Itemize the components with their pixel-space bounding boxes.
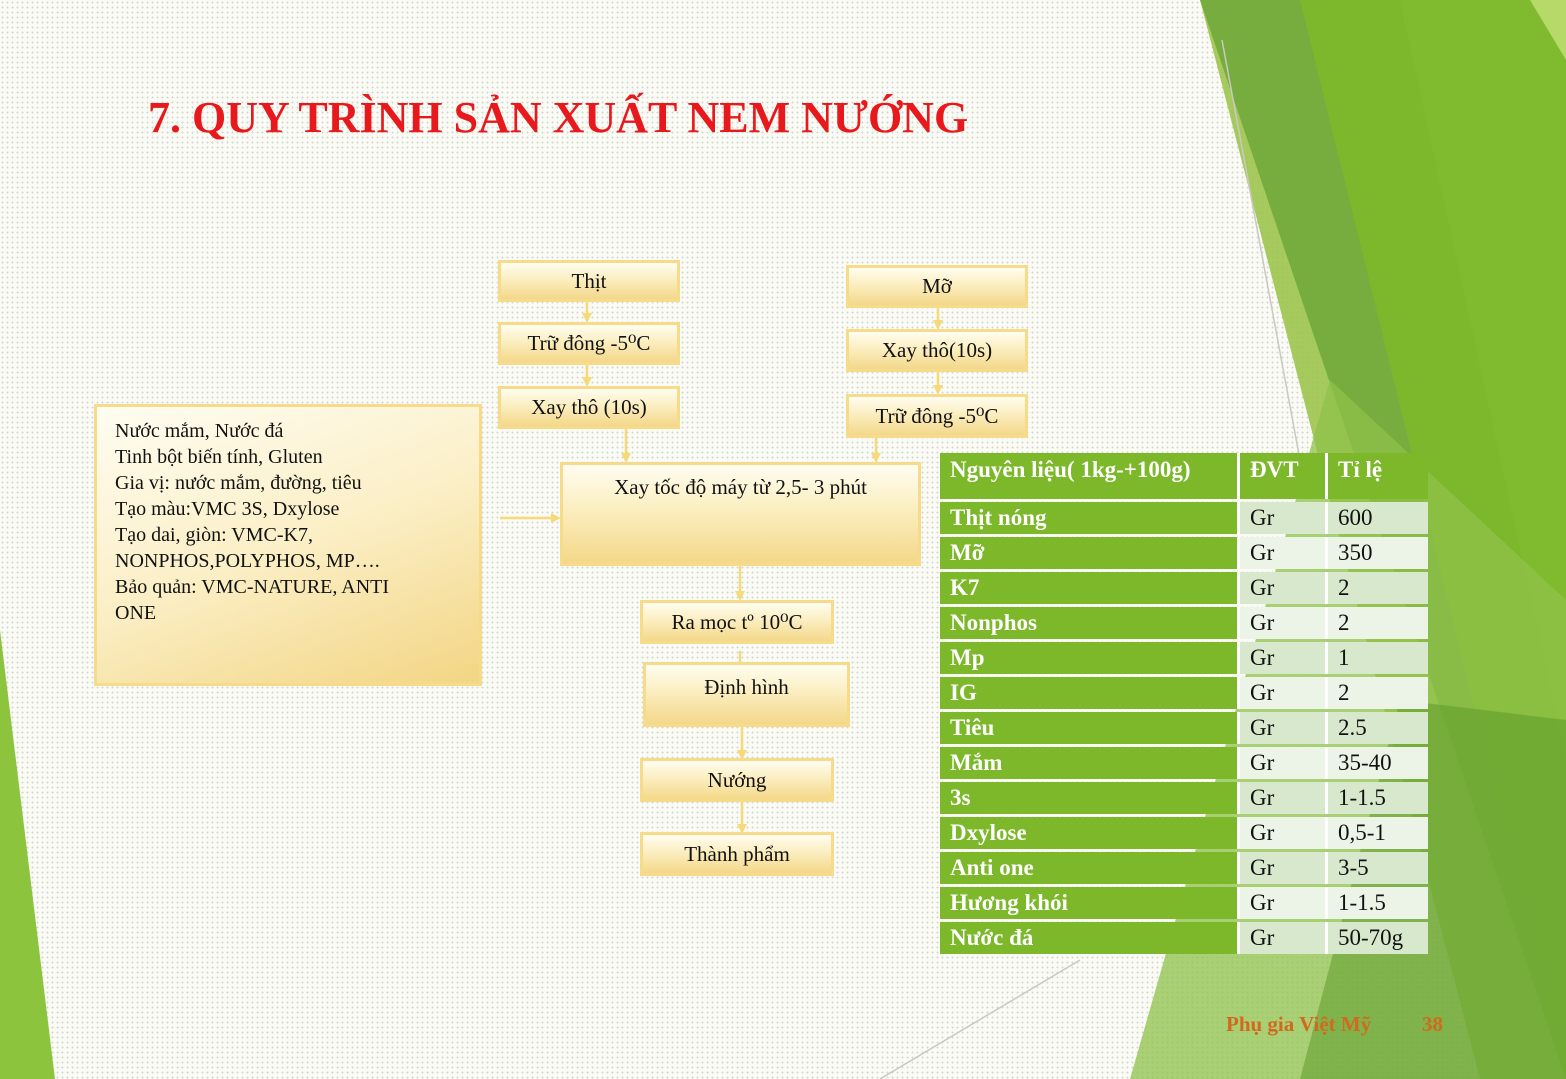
ingredient-line: Tạo màu:VMC 3S, Dxylose xyxy=(115,498,340,520)
cell-ingredient: Mắm xyxy=(940,747,1240,779)
table-row xyxy=(940,537,1428,569)
table-row xyxy=(940,747,1428,779)
ingredients-box xyxy=(94,404,482,686)
step-ra-moc: Ra mọc tº 10⁰C xyxy=(640,600,834,644)
cell-ingredient: Hương khói xyxy=(940,887,1240,919)
cell-unit: Gr xyxy=(1240,747,1328,779)
ingredient-line: Tinh bột biến tính, Gluten xyxy=(115,446,323,468)
cell-ingredient: Nước đá xyxy=(940,922,1240,954)
table-row xyxy=(940,887,1428,919)
cell-ratio: 2 xyxy=(1328,677,1428,709)
footer-brand: Phụ gia Việt Mỹ xyxy=(1226,1012,1372,1036)
step-tru-dong-1: Trữ đông -5⁰C xyxy=(498,322,680,365)
cell-ratio: 2 xyxy=(1328,607,1428,639)
cell-ingredient: Nonphos xyxy=(940,607,1240,639)
cell-ratio: 0,5-1 xyxy=(1328,817,1428,849)
cell-ratio: 1-1.5 xyxy=(1328,782,1428,814)
cell-ingredient: Tiêu xyxy=(940,712,1240,744)
cell-unit: Gr xyxy=(1240,607,1328,639)
cell-ingredient: Mp xyxy=(940,642,1240,674)
cell-ratio: 2.5 xyxy=(1328,712,1428,744)
ingredient-line: ONE xyxy=(115,602,157,624)
table-row xyxy=(940,642,1428,674)
ingredient-line: Tạo dai, giòn: VMC-K7, xyxy=(115,524,313,546)
cell-ratio: 1-1.5 xyxy=(1328,887,1428,919)
cell-ratio: 2 xyxy=(1328,572,1428,604)
cell-ratio: 1 xyxy=(1328,642,1428,674)
step-tru-dong-2: Trữ đông -5⁰C xyxy=(846,394,1028,438)
step-dinh-hinh: Định hình xyxy=(643,662,850,727)
cell-ingredient: 3s xyxy=(940,782,1240,814)
table-header-row xyxy=(940,453,1428,499)
cell-ratio: 3-5 xyxy=(1328,852,1428,884)
cell-ratio: 50-70g xyxy=(1328,922,1428,954)
cell-unit: Gr xyxy=(1240,677,1328,709)
table-row xyxy=(940,677,1428,709)
cell-unit: Gr xyxy=(1240,572,1328,604)
ingredient-line: Gia vị: nước mắm, đường, tiêu xyxy=(115,472,362,494)
header-dvt: ĐVT xyxy=(1240,453,1328,499)
step-thit: Thịt xyxy=(498,260,680,302)
table-row xyxy=(940,607,1428,639)
table-row xyxy=(940,572,1428,604)
step-mo: Mỡ xyxy=(846,265,1028,308)
cell-unit: Gr xyxy=(1240,887,1328,919)
cell-unit: Gr xyxy=(1240,782,1328,814)
step-nuong: Nướng xyxy=(640,758,834,802)
table-row xyxy=(940,782,1428,814)
cell-ratio: 350 xyxy=(1328,537,1428,569)
table-row xyxy=(940,852,1428,884)
cell-unit: Gr xyxy=(1240,537,1328,569)
cell-unit: Gr xyxy=(1240,502,1328,534)
step-xay-toc-do: Xay tốc độ máy từ 2,5- 3 phút xyxy=(560,462,921,566)
cell-ingredient: K7 xyxy=(940,572,1240,604)
step-xay-tho-2: Xay thô(10s) xyxy=(846,329,1028,372)
cell-ingredient: Thịt nóng xyxy=(940,502,1240,534)
table-row xyxy=(940,817,1428,849)
cell-ingredient: Mỡ xyxy=(940,537,1240,569)
slide-title: 7. QUY TRÌNH SẢN XUẤT NEM NƯỚNG xyxy=(148,93,969,142)
table-row xyxy=(940,922,1428,954)
cell-ingredient: IG xyxy=(940,677,1240,709)
recipe-table xyxy=(940,450,1428,957)
header-nguyen-lieu: Nguyên liệu( 1kg-+100g) xyxy=(940,453,1240,499)
cell-ratio: 35-40 xyxy=(1328,747,1428,779)
table-row xyxy=(940,712,1428,744)
ingredient-line: Nước mắm, Nước đá xyxy=(115,420,284,442)
ingredient-line: Bảo quản: VMC-NATURE, ANTI xyxy=(115,576,390,598)
cell-unit: Gr xyxy=(1240,642,1328,674)
cell-unit: Gr xyxy=(1240,712,1328,744)
cell-unit: Gr xyxy=(1240,852,1328,884)
step-thanh-pham: Thành phẩm xyxy=(640,832,834,876)
cell-ingredient: Anti one xyxy=(940,852,1240,884)
cell-unit: Gr xyxy=(1240,922,1328,954)
table-row xyxy=(940,502,1428,534)
header-ti-le: Tỉ lệ xyxy=(1328,453,1428,499)
page-number: 38 xyxy=(1422,1012,1443,1036)
step-xay-tho-1: Xay thô (10s) xyxy=(498,386,680,429)
cell-ingredient: Dxylose xyxy=(940,817,1240,849)
cell-unit: Gr xyxy=(1240,817,1328,849)
ingredient-line: NONPHOS,POLYPHOS, MP…. xyxy=(115,550,380,572)
cell-ratio: 600 xyxy=(1328,502,1428,534)
